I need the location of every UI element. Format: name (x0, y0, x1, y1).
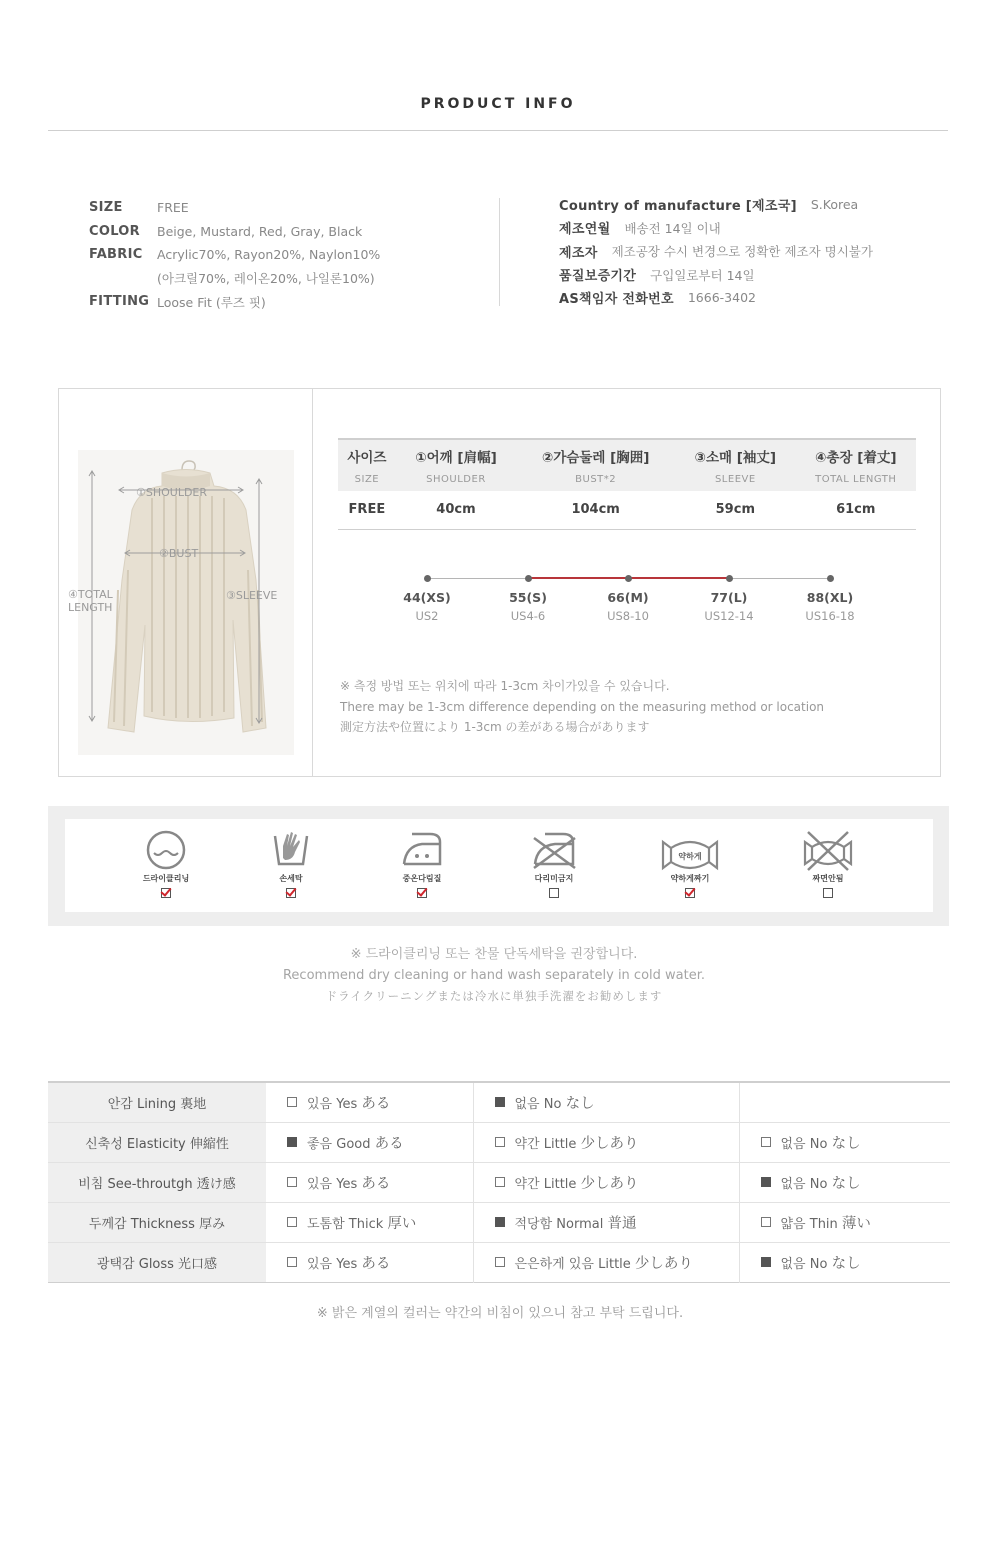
size-header: 사이즈 (338, 439, 396, 467)
option-text: 도톰함 Thick (307, 1216, 384, 1232)
option-cell (739, 1122, 950, 1162)
size-scale-us: US4-6 (510, 609, 546, 623)
size-cell: FREE (338, 491, 396, 529)
checkbox-icon (495, 1137, 505, 1147)
care-note-jp: ドライクリーニングまたは冷水に単独手洗濯をお勧めします (325, 989, 663, 1003)
option-text: 있음 Yes (307, 1176, 358, 1192)
page-title: PRODUCT INFO (420, 96, 576, 112)
dry-clean-icon (144, 828, 188, 872)
care-label: 드라이클리닝 (142, 874, 190, 883)
option-cell (739, 1162, 950, 1202)
option-text-jp: なし (565, 1095, 595, 1112)
spec-row-maker (559, 240, 873, 263)
checkbox-icon (287, 1257, 297, 1267)
size-scale-item (588, 588, 668, 626)
option-cell (473, 1122, 739, 1162)
shoulder-cell: 40cm (396, 491, 516, 529)
option-cell (266, 1122, 473, 1162)
option-text: 있음 Yes (307, 1096, 358, 1112)
option-gloss-no (761, 1252, 861, 1273)
spec-key: 품질보증기간 (559, 269, 637, 285)
care-label: 중온다림질 (402, 874, 442, 883)
size-scale-item (790, 588, 870, 626)
option-cell (266, 1082, 473, 1122)
row-label-elasticity: 신축성 Elasticity 伸縮性 (48, 1122, 266, 1162)
option-text-jp: ある (361, 1095, 391, 1112)
size-scale-kr: 44(XS) (403, 590, 451, 605)
spec-row-color (89, 220, 380, 244)
option-lining-yes (287, 1092, 390, 1113)
sleeve-label: ③SLEEVE (226, 589, 278, 602)
care-label: 짜면안됨 (812, 874, 844, 883)
size-scale-dot (726, 575, 733, 582)
option-text-jp: なし (831, 1255, 861, 1272)
wring-icon-text: 약하게 (678, 852, 702, 861)
spec-list-left (89, 196, 380, 314)
table-row (338, 491, 916, 529)
spec-row-as-phone (559, 286, 873, 309)
measure-note-jp: 測定方法や位置により 1-3cm の差がある場合があります (340, 720, 650, 734)
option-cell (473, 1082, 739, 1122)
option-text-jp: 普通 (607, 1215, 637, 1232)
care-item-iron (382, 828, 462, 898)
spec-value: S.Korea (810, 197, 859, 213)
table-row (48, 1122, 950, 1162)
spec-key: 제조연월 (559, 222, 611, 238)
size-scale-dot (827, 575, 834, 582)
option-cell (473, 1162, 739, 1202)
option-thickness-thin (761, 1212, 871, 1233)
spec-list-right (559, 193, 873, 309)
size-scale (380, 570, 880, 630)
care-note-en: Recommend dry cleaning or hand wash separately in cold water. (282, 967, 705, 983)
option-thickness-thick (287, 1212, 416, 1233)
size-scale-us: US12-14 (704, 609, 754, 623)
checkbox-icon (287, 1097, 297, 1107)
option-text-jp: 厚い (387, 1215, 417, 1232)
table-row (48, 1202, 950, 1242)
size-scale-us: US16-18 (805, 609, 855, 623)
option-cell (473, 1202, 739, 1242)
care-checkbox (685, 888, 695, 898)
table-row (48, 1082, 950, 1122)
row-label-lining: 안감 Lining 裏地 (48, 1082, 266, 1122)
fabric-properties-table (48, 1081, 950, 1283)
option-text-jp: 少しあり (580, 1135, 639, 1152)
size-table-header-kr (338, 439, 916, 467)
option-text-jp: 少しあり (634, 1255, 693, 1272)
option-gloss-yes (287, 1252, 390, 1273)
option-text-jp: なし (831, 1135, 861, 1152)
spec-value: 제조공장 수시 변경으로 정확한 제조자 명시불가 (611, 244, 873, 260)
care-item-hand-wash (251, 828, 331, 898)
spec-key: 제조자 (559, 245, 598, 261)
spec-divider (499, 198, 500, 306)
checkbox-icon (761, 1217, 771, 1227)
option-text: 없음 No (780, 1136, 828, 1152)
option-cell (266, 1242, 473, 1282)
spec-row-warranty (559, 263, 873, 286)
checkbox-icon (761, 1137, 771, 1147)
care-checkbox (823, 888, 833, 898)
total-length-subheader: TOTAL LENGTH (796, 467, 916, 491)
wring-gently-icon (661, 828, 719, 872)
sleeve-header: ③소매 [袖丈] (675, 439, 795, 467)
checkbox-icon (287, 1177, 297, 1187)
iron-medium-icon (400, 828, 444, 872)
spec-value: 구입일로부터 14일 (650, 267, 755, 283)
spec-key: SIZE (89, 200, 123, 216)
measure-note-en: There may be 1-3cm difference depending on the measuring method or location (340, 699, 825, 714)
table-row (48, 1162, 950, 1202)
option-see-through-yes (287, 1172, 390, 1193)
option-text: 얇음 Thin (780, 1216, 838, 1232)
size-scale-dot (625, 575, 632, 582)
spec-value: (아크릴70%, 레이온20%, 나일론10%) (157, 271, 375, 287)
size-panel-divider (312, 389, 313, 776)
option-text-jp: 薄い (841, 1215, 871, 1232)
option-cell (739, 1202, 950, 1242)
checkbox-checked-icon (761, 1257, 771, 1267)
option-text: 없음 No (780, 1176, 828, 1192)
option-gloss-little (495, 1252, 693, 1273)
option-thickness-normal (495, 1212, 637, 1233)
size-table-header-en (338, 467, 916, 491)
size-scale-item (387, 588, 467, 626)
care-note-kr: ※ 드라이클리닝 또는 찬물 단독세탁을 권장합니다. (350, 947, 638, 962)
care-note (0, 945, 988, 1007)
option-lining-no (495, 1092, 595, 1113)
option-text: 좋음 Good (307, 1136, 371, 1152)
size-table (338, 438, 916, 530)
measure-note-kr: ※ 측정 방법 또는 위치에 따라 1-3cm 차이가있을 수 있습니다. (340, 679, 670, 693)
option-elasticity-good (287, 1132, 404, 1153)
total-length-header: ④총장 [着丈] (796, 439, 916, 467)
row-label-gloss: 광택감 Gloss 光口感 (48, 1242, 266, 1282)
option-text: 적당함 Normal (514, 1216, 604, 1232)
option-text-jp: ある (361, 1255, 391, 1272)
total-length-cell: 61cm (796, 491, 916, 529)
checkbox-checked-icon (495, 1097, 505, 1107)
care-item-wring-gently (650, 828, 730, 898)
checkbox-checked-icon (287, 1137, 297, 1147)
spec-row-size (89, 196, 380, 220)
option-cell (739, 1242, 950, 1282)
sleeve-subheader: SLEEVE (675, 467, 795, 491)
checkbox-icon (495, 1177, 505, 1187)
spec-value: 1666-3402 (687, 290, 756, 306)
spec-row-fabric-kr (89, 267, 380, 291)
care-item-no-wring (788, 828, 868, 898)
spec-row-country (559, 193, 873, 216)
spec-key: COLOR (89, 223, 140, 239)
option-text: 약간 Little (514, 1176, 577, 1192)
bust-header: ②가슴둘레 [胸囲] (516, 439, 675, 467)
option-text-jp: ある (361, 1175, 391, 1192)
spec-row-date (559, 216, 873, 239)
spec-value: 배송전 14일 이내 (624, 220, 721, 236)
checkbox-checked-icon (495, 1217, 505, 1227)
option-cell-empty (739, 1082, 950, 1122)
care-item-no-iron (514, 828, 594, 898)
bust-subheader: BUST*2 (516, 467, 675, 491)
spec-value: Loose Fit (루즈 핏) (157, 294, 266, 310)
size-subheader: SIZE (338, 467, 396, 491)
size-scale-kr: 88(XL) (806, 590, 854, 605)
spec-key: AS책임자 전화번호 (559, 292, 674, 308)
size-scale-dot (424, 575, 431, 582)
option-text-jp: 少しあり (580, 1175, 639, 1192)
care-label: 다리미금지 (534, 874, 574, 883)
care-checkbox (286, 888, 296, 898)
care-label: 약하게짜기 (670, 874, 710, 883)
size-scale-kr: 77(L) (710, 590, 748, 605)
size-scale-kr: 66(M) (607, 590, 649, 605)
option-see-through-no (761, 1172, 861, 1193)
size-scale-dot (525, 575, 532, 582)
care-checkbox (417, 888, 427, 898)
option-text: 없음 No (780, 1256, 828, 1272)
size-scale-us: US2 (415, 609, 439, 623)
size-scale-item (689, 588, 769, 626)
option-text: 없음 No (514, 1096, 562, 1112)
option-elasticity-no (761, 1132, 861, 1153)
spec-value: Beige, Mustard, Red, Gray, Black (157, 223, 363, 239)
shoulder-label: ①SHOULDER (136, 486, 208, 499)
option-cell (266, 1162, 473, 1202)
bust-cell: 104cm (516, 491, 675, 529)
option-text: 은은하게 있음 Little (514, 1256, 631, 1272)
bottom-note: ※ 밝은 계열의 컬러는 약간의 비침이 있으니 참고 부탁 드립니다. (316, 1306, 684, 1321)
spec-value: FREE (157, 200, 189, 216)
spec-row-fabric (89, 243, 380, 267)
care-item-dry-clean (126, 828, 206, 898)
option-text: 약간 Little (514, 1136, 577, 1152)
shoulder-header: ①어깨 [肩幅] (396, 439, 516, 467)
option-text: 있음 Yes (307, 1256, 358, 1272)
checkbox-icon (287, 1217, 297, 1227)
total-length-label-line2: LENGTH (68, 601, 113, 614)
total-length-label (68, 588, 113, 614)
table-row (48, 1242, 950, 1282)
hand-wash-icon (269, 828, 313, 872)
row-label-see-through: 비침 See-throutgh 透け感 (48, 1162, 266, 1202)
spec-key: FABRIC (89, 247, 143, 263)
spec-row-fitting (89, 290, 380, 314)
no-wring-icon (803, 828, 853, 872)
care-checkbox (161, 888, 171, 898)
bust-label: ②BUST (159, 547, 199, 560)
option-text-jp: ある (374, 1135, 404, 1152)
measure-note (340, 676, 824, 738)
option-elasticity-little (495, 1132, 639, 1153)
row-label-thickness: 두께감 Thickness 厚み (48, 1202, 266, 1242)
shoulder-subheader: SHOULDER (396, 467, 516, 491)
size-scale-item (488, 588, 568, 626)
title-divider (48, 130, 948, 131)
care-label: 손세탁 (279, 874, 303, 883)
sleeve-cell: 59cm (675, 491, 795, 529)
checkbox-icon (495, 1257, 505, 1267)
option-text-jp: なし (831, 1175, 861, 1192)
size-scale-us: US8-10 (607, 609, 649, 623)
spec-key: Country of manufacture [제조국] (559, 199, 797, 215)
option-cell (266, 1202, 473, 1242)
option-cell (473, 1242, 739, 1282)
checkbox-checked-icon (761, 1177, 771, 1187)
size-scale-kr: 55(S) (509, 590, 547, 605)
no-iron-icon (531, 828, 577, 872)
care-checkbox (549, 888, 559, 898)
option-see-through-little (495, 1172, 639, 1193)
spec-value: Acrylic70%, Rayon20%, Naylon10% (157, 247, 381, 263)
total-length-label-line1: ④TOTAL (68, 588, 113, 601)
spec-key: FITTING (89, 294, 150, 310)
